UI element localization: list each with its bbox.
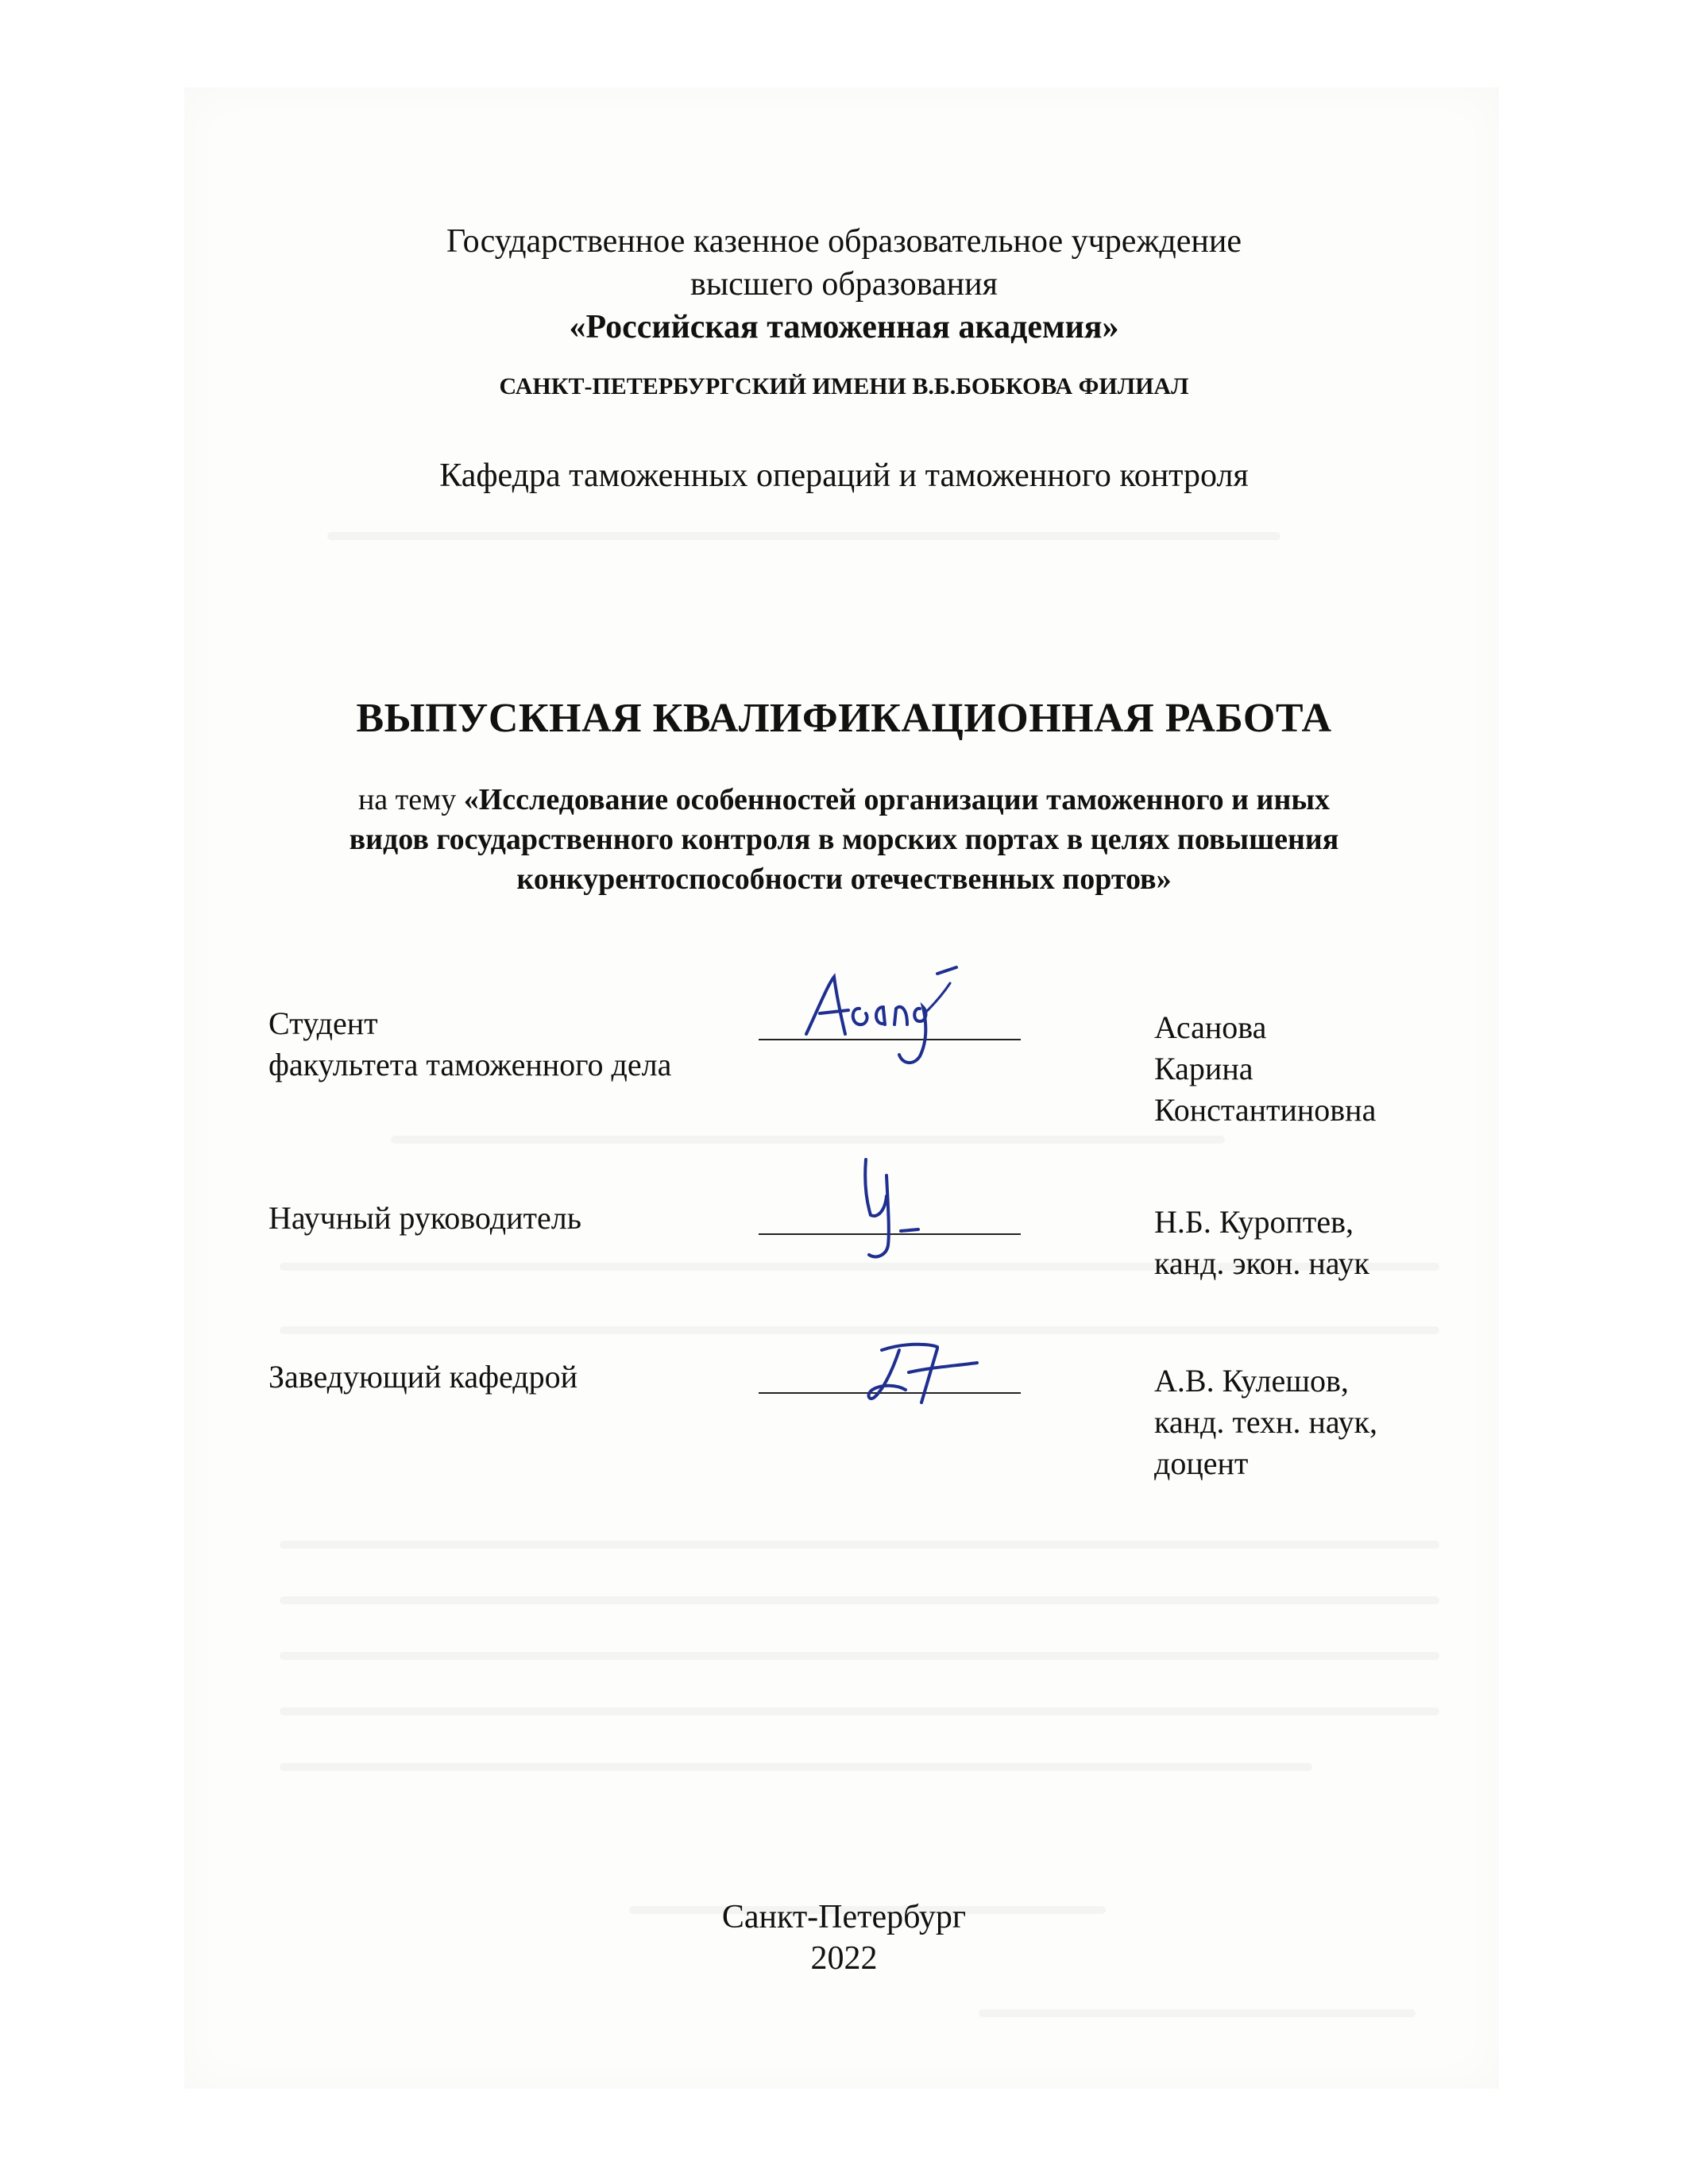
bleed-through <box>280 1707 1439 1715</box>
institution-line-1: Государственное казенное образовательное учреждение <box>446 223 1242 260</box>
head-degree: канд. техн. наук, <box>1154 1404 1378 1440</box>
year: 2022 <box>810 1940 878 1977</box>
supervisor-name: Н.Б. Куроптев, <box>1154 1204 1354 1240</box>
student-role-line-1: Студент <box>268 1005 378 1041</box>
supervisor-degree: канд. экон. наук <box>1154 1245 1369 1281</box>
bleed-through <box>327 532 1280 540</box>
institution-line-2: высшего образования <box>690 266 998 303</box>
head-name: А.В. Кулешов, <box>1154 1363 1349 1399</box>
topic-line-3: конкурентоспособности отечественных портов» <box>516 862 1172 896</box>
document-title: ВЫПУСКНАЯ КВАЛИФИКАЦИОННАЯ РАБОТА <box>356 696 1332 741</box>
department-name: Кафедра таможенных операций и таможенного контроля <box>439 457 1249 494</box>
academy-name: «Российская таможенная академия» <box>569 309 1119 345</box>
topic-text-1: «Исследование особенностей организации таможенного и иных <box>463 783 1331 816</box>
topic-line-1 <box>0 782 1688 817</box>
bleed-through <box>280 1596 1439 1604</box>
student-signature <box>786 945 993 1076</box>
head-role: Заведующий кафедрой <box>268 1359 578 1395</box>
bleed-through <box>280 1763 1312 1771</box>
supervisor-signature <box>842 1144 953 1271</box>
topic-line-2: видов государственного контроля в морских портах в целях повышения <box>349 823 1339 856</box>
student-patronymic: Константиновна <box>1154 1092 1377 1128</box>
bleed-through <box>280 1652 1439 1660</box>
bleed-through <box>280 1541 1439 1549</box>
branch-name: САНКТ-ПЕТЕРБУРГСКИЙ ИМЕНИ В.Б.БОБКОВА ФИЛИАЛ <box>499 373 1189 399</box>
head-signature <box>842 1326 1001 1422</box>
supervisor-role: Научный руководитель <box>268 1200 581 1236</box>
student-surname: Асанова <box>1154 1009 1267 1045</box>
student-role-line-2: факультета таможенного дела <box>268 1047 672 1082</box>
bleed-through <box>979 2009 1416 2017</box>
head-title: доцент <box>1154 1445 1249 1481</box>
student-first-name: Карина <box>1154 1051 1253 1086</box>
bleed-through <box>391 1136 1225 1144</box>
city: Санкт-Петербург <box>721 1899 967 1935</box>
topic-prefix: на тему <box>357 783 464 816</box>
